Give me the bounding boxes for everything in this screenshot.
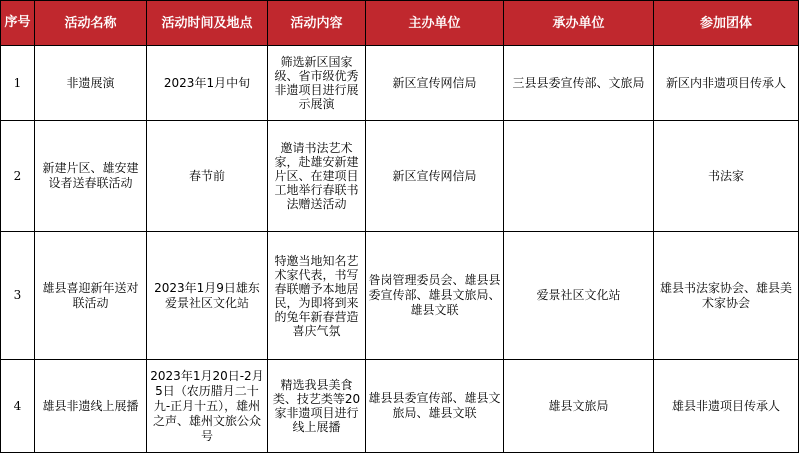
cell-seq: 3 [1, 232, 35, 360]
cell-organizer: 三县县委宣传部、文旅局 [504, 46, 654, 121]
header-participants: 参加团体 [654, 1, 799, 46]
header-content: 活动内容 [268, 1, 366, 46]
cell-organizer: 雄县文旅局 [504, 360, 654, 453]
cell-participants: 雄县书法家协会、雄县美术家协会 [654, 232, 799, 360]
cell-host: 雄县县委宣传部、雄县文旅局、雄县文联 [366, 360, 504, 453]
cell-content: 筛选新区国家级、省市级优秀非遗项目进行展示展演 [268, 46, 366, 121]
cell-seq: 1 [1, 46, 35, 121]
cell-name: 非遗展演 [35, 46, 147, 121]
table-row [1, 360, 799, 453]
cell-content: 精选我县美食类、技艺类等20家非遗项目进行线上展播 [268, 360, 366, 453]
cell-name: 雄县喜迎新年送对联活动 [35, 232, 147, 360]
table-row [1, 232, 799, 360]
cell-name: 雄县非遗线上展播 [35, 360, 147, 453]
table-row [1, 46, 799, 121]
cell-seq: 2 [1, 121, 35, 232]
cell-content: 邀请书法艺术家，赴雄安新建片区、在建项目工地举行春联书法赠送活动 [268, 121, 366, 232]
cell-organizer [504, 121, 654, 232]
cell-participants: 雄县非遗项目传承人 [654, 360, 799, 453]
table-row [1, 121, 799, 232]
header-organizer: 承办单位 [504, 1, 654, 46]
cell-time-place: 2023年1月9日雄东爱景社区文化站 [147, 232, 268, 360]
header-host: 主办单位 [366, 1, 504, 46]
header-name: 活动名称 [35, 1, 147, 46]
cell-participants: 新区内非遗项目传承人 [654, 46, 799, 121]
cell-organizer: 爱景社区文化站 [504, 232, 654, 360]
cell-participants: 书法家 [654, 121, 799, 232]
cell-time-place: 春节前 [147, 121, 268, 232]
cell-content: 特邀当地知名艺术家代表，书写春联赠予本地居民，为即将到来的兔年新春营造喜庆气氛 [268, 232, 366, 360]
cell-time-place: 2023年1月中旬 [147, 46, 268, 121]
header-row [1, 1, 799, 46]
header-time-place: 活动时间及地点 [147, 1, 268, 46]
cell-host: 新区宣传网信局 [366, 46, 504, 121]
cell-host: 昝岗管理委员会、雄县县委宣传部、雄县文旅局、雄县文联 [366, 232, 504, 360]
header-seq: 序号 [1, 1, 35, 46]
cell-name: 新建片区、雄安建设者送春联活动 [35, 121, 147, 232]
cell-seq: 4 [1, 360, 35, 453]
cell-host: 新区宣传网信局 [366, 121, 504, 232]
cell-time-place: 2023年1月20日-2月5日（农历腊月二十九-正月十五），雄州之声、雄州文旅公众号 [147, 360, 268, 453]
